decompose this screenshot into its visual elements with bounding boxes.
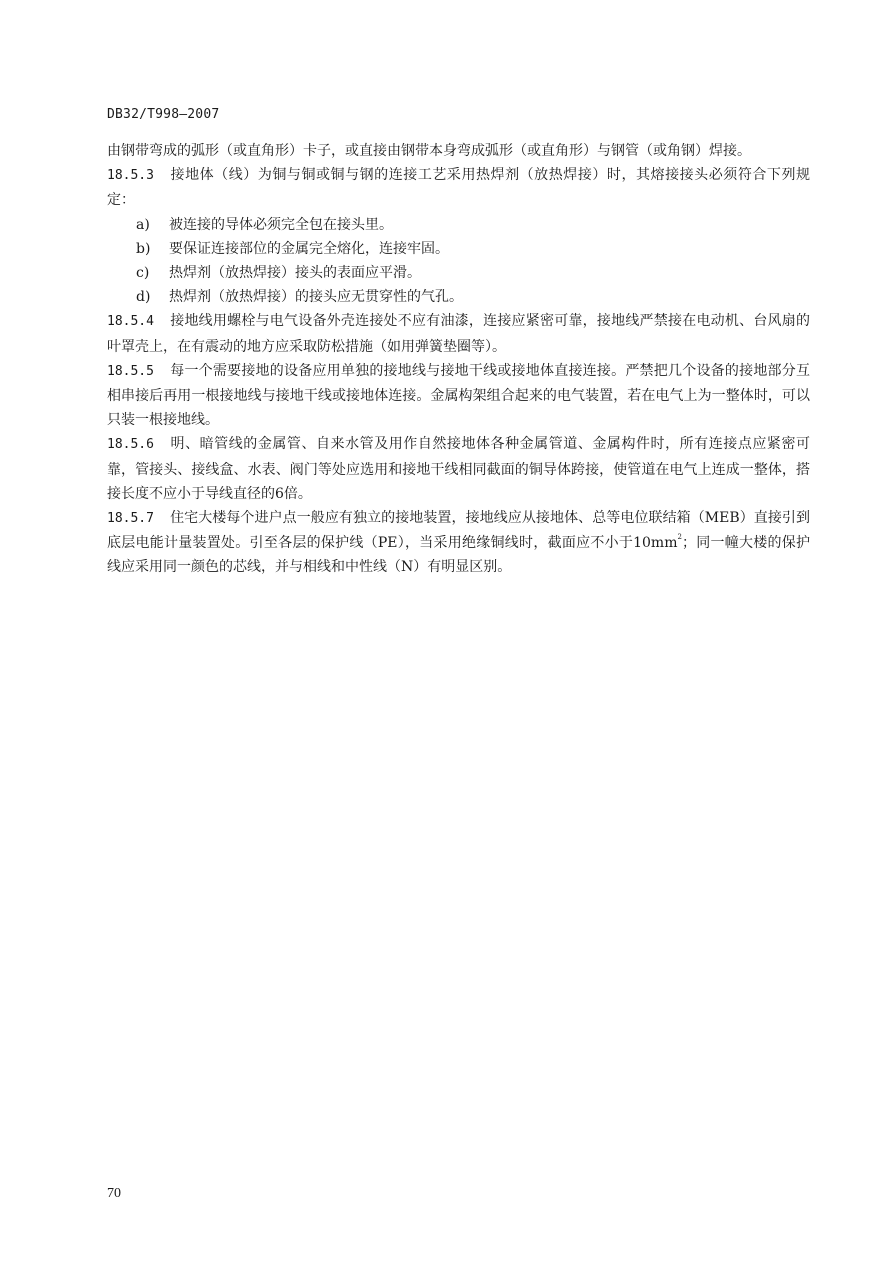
list-item-d [107,285,810,309]
document-code: DB32/T998—2007 [107,107,220,122]
clause-18-5-4 [107,309,810,358]
list-item-text: 要保证连接部位的金属完全熔化，连接牢固。 [169,240,449,257]
clause-18-5-6 [107,432,810,506]
clause-text: 住宅大楼每个进户点一般应有独立的接地装置，接地线应从接地体、总等电位联结箱（MEB）直接引到底层电能计量装置处。引至各层的保护线（PE），当采用绝缘铜线时，截面应不小于10mm [107,510,810,552]
clause-number: 18.5.6 [107,437,154,453]
clause-number: 18.5.4 [107,314,154,330]
clause-18-5-7 [107,506,810,580]
clause-18-5-5 [107,359,810,433]
clause-text: 接地线用螺栓与电气设备外壳连接处不应有油漆，连接应紧密可靠，接地线严禁接在电动机、台风扇的叶罩壳上，在有震动的地方应采取防松措施（如用弹簧垫圈等）。 [107,313,810,355]
clause-number: 18.5.5 [107,363,154,379]
list-item-text: 热焊剂（放热焊接）接头的表面应平滑。 [169,265,421,282]
clause-text: 每一个需要接地的设备应用单独的接地线与接地干线或接地体直接连接。严禁把几个设备的接地部分互相串接后再用一根接地线与接地干线或接地体连接。金属构架组合起来的电气装置，若在电气上为一整体时，可以只装一根接地线。 [107,362,810,429]
list-item-text: 被连接的导体必须完全包在接头里。 [169,216,393,233]
superscript: 2 [677,533,682,542]
document-body [107,139,810,580]
continuation-paragraph: 由钢带弯成的弧形（或直角形）卡子，或直接由钢带本身弯成弧形（或直角形）与钢管（或角钢）焊接。 [107,143,751,159]
list-item-label: b) [136,240,151,257]
list-item-label: c) [136,265,150,282]
clause-text: 接地体（线）为铜与铜或铜与钢的连接工艺采用热焊剂（放热焊接）时，其熔接接头必须符合下列规定： [107,167,810,209]
list-item-label: a) [136,216,150,233]
clause-number: 18.5.7 [107,511,154,527]
clause-number: 18.5.3 [107,168,154,184]
clause-text: 明、暗管线的金属管、自来水管及用作自然接地体各种金属管道、金属构件时，所有连接点应紧密可靠，管接头、接线盒、水表、阀门等处应选用和接地干线相同截面的铜导体跨接，使管道在电气上连成一整体，搭接长度不应小于导线直径的6倍。 [107,436,810,502]
list-item-b [107,237,810,261]
clause-text-continued: ；同一幢大楼的保护线应采用同一颜色的芯线，并与相线和中性线（N）有明显区别。 [107,535,811,576]
list-item-a [107,213,810,237]
list-item-label: d) [136,289,151,306]
list-item-c [107,261,810,285]
page-number: 70 [107,1186,121,1201]
list-item-text: 热焊剂（放热焊接）的接头应无贯穿性的气孔。 [169,289,463,306]
clause-18-5-3 [107,163,810,212]
